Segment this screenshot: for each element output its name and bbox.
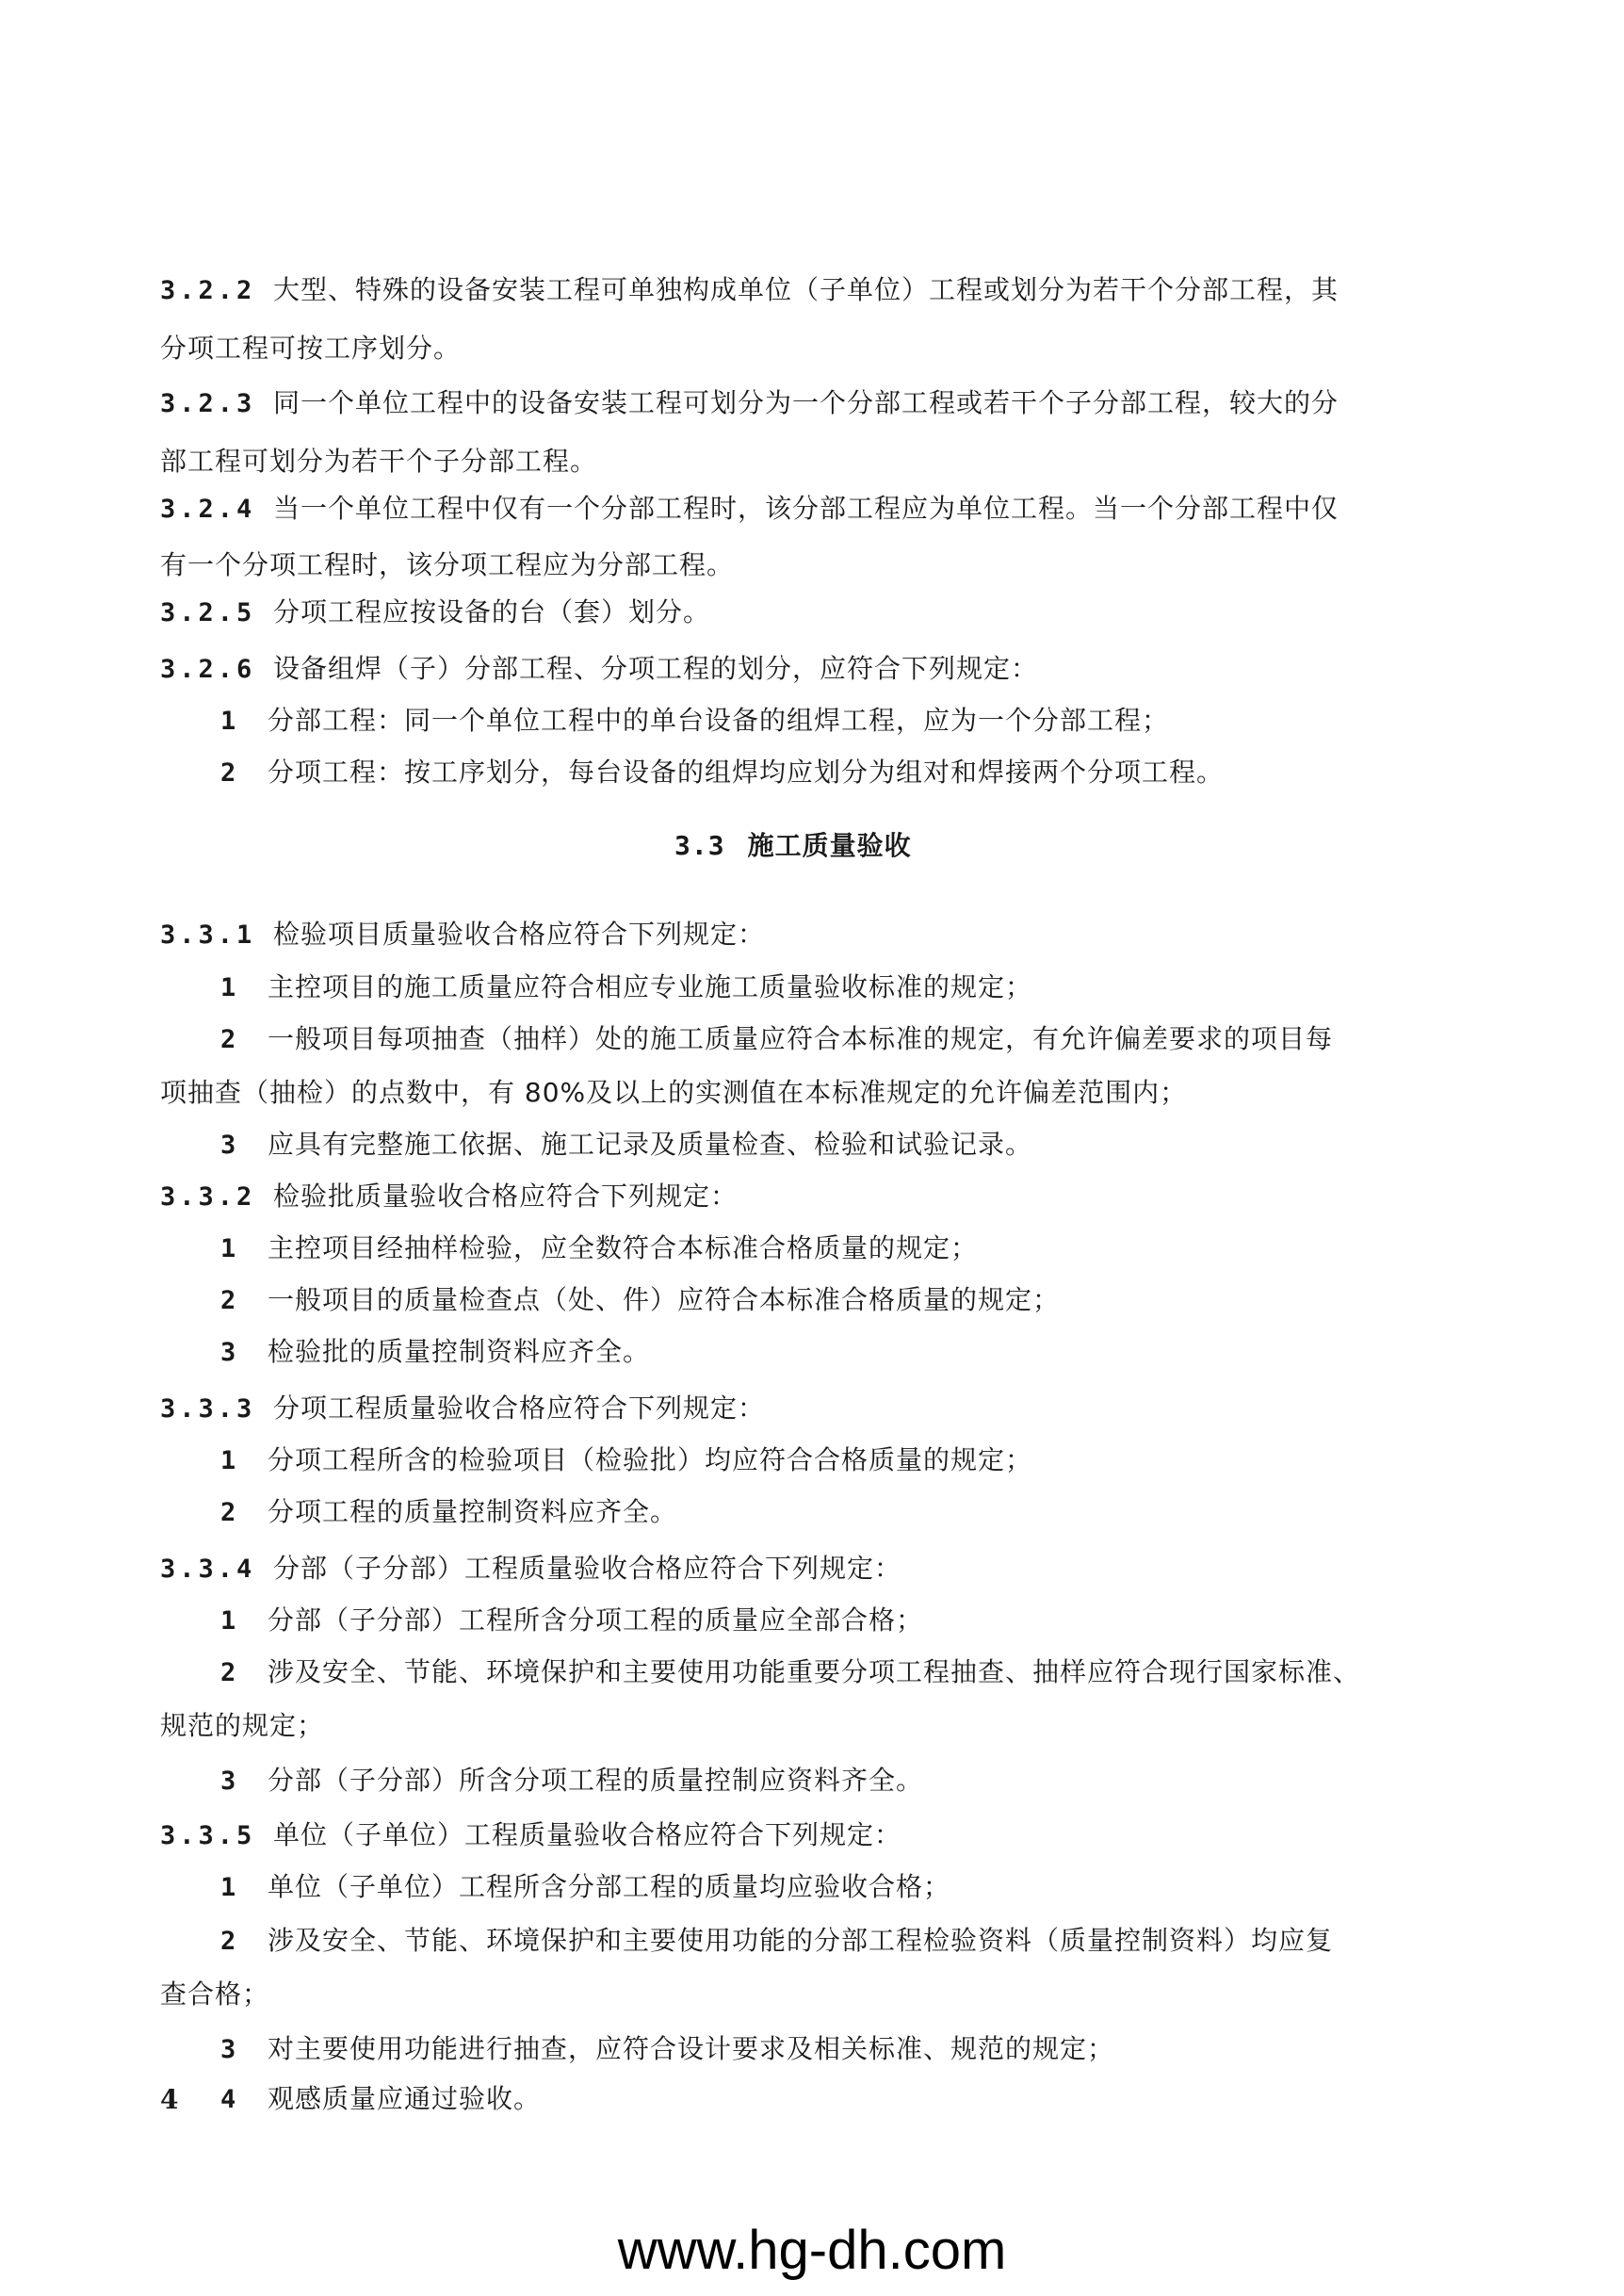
clause-text: 当一个单位工程中仅有一个分部工程时，该分部工程应为单位工程。当一个分部工程中仅 (273, 493, 1340, 524)
clause-line (160, 594, 710, 632)
list-item-text: 对主要使用功能进行抽查，应符合设计要求及相关标准、规范的规定； (268, 2033, 1115, 2064)
list-item-number: 2 (220, 1927, 237, 1956)
clause-text: 分部（子分部）工程质量验收合格应符合下列规定： (273, 1553, 902, 1584)
list-item (220, 2030, 1114, 2069)
list-item-text: 分项工程：按工序划分，每台设备的组焊均应划分为组对和焊接两个分项工程。 (268, 757, 1225, 788)
list-item-number: 2 (220, 1025, 237, 1054)
list-item (220, 1333, 650, 1372)
clause-line (160, 650, 1038, 689)
clause-line (160, 490, 1339, 529)
list-item-number: 1 (220, 707, 237, 736)
continuation-line: 查合格； (160, 1978, 270, 2010)
clause-line (160, 1390, 765, 1428)
continuation-line: 部工程可划分为若干个子分部工程。 (160, 446, 598, 477)
clause-line (160, 916, 765, 954)
list-item-text: 涉及安全、节能、环境保护和主要使用功能重要分项工程抽查、抽样应符合现行国家标准、 (268, 1656, 1361, 1687)
section-heading (674, 827, 912, 865)
page-number: 4 (160, 2084, 179, 2115)
clause-number: 3.2.5 (160, 598, 256, 627)
list-item-text: 主控项目的施工质量应符合相应专业施工质量验收标准的规定； (268, 971, 1033, 1002)
clause-text: 检验项目质量验收合格应符合下列规定： (273, 919, 766, 950)
clause-text: 同一个单位工程中的设备安装工程可划分为一个分部工程或若干个子分部工程，较大的分 (273, 387, 1340, 418)
list-item-text: 分项工程所含的检验项目（检验批）均应符合合格质量的规定； (268, 1444, 1033, 1475)
continuation-line: 项抽查（抽检）的点数中，有 80%及以上的实测值在本标准规定的允许偏差范围内； (160, 1077, 1188, 1108)
list-item-text: 观感质量应通过验收。 (268, 2083, 542, 2114)
list-item-text: 一般项目的质量检查点（处、件）应符合本标准合格质量的规定； (268, 1284, 1061, 1315)
clause-text: 单位（子单位）工程质量验收合格应符合下列规定： (273, 1819, 902, 1850)
continuation-line: 有一个分项工程时，该分项工程应为分部工程。 (160, 549, 735, 580)
list-item (220, 1653, 1360, 1692)
list-item-number: 1 (220, 1873, 237, 1902)
clause-line (160, 1816, 901, 1855)
list-item (220, 1126, 1032, 1164)
list-item-text: 分部工程：同一个单位工程中的单台设备的组焊工程，应为一个分部工程； (268, 705, 1170, 736)
list-item-text: 应具有完整施工依据、施工记录及质量检查、检验和试验记录。 (268, 1129, 1033, 1160)
list-item-number: 3 (220, 1338, 237, 1367)
clause-line (160, 271, 1339, 310)
list-item (220, 1229, 978, 1268)
list-item-number: 1 (220, 1234, 237, 1263)
list-item-number: 2 (220, 758, 237, 788)
section-heading-number: 3.3 (674, 830, 725, 861)
list-item-text: 一般项目每项抽查（抽样）处的施工质量应符合本标准的规定，有允许偏差要求的项目每 (268, 1023, 1334, 1054)
continuation-line: 分项工程可按工序划分。 (160, 333, 462, 364)
list-item (220, 1602, 923, 1640)
continuation-line: 规范的规定； (160, 1710, 325, 1741)
clause-text: 检验批质量验收合格应符合下列规定： (273, 1181, 739, 1212)
list-item-number: 2 (220, 1286, 237, 1315)
list-item-number: 3 (220, 1131, 237, 1160)
list-item-text: 分部（子分部）所含分项工程的质量控制应资料齐全。 (268, 1765, 924, 1796)
list-item-text: 涉及安全、节能、环境保护和主要使用功能的分部工程检验资料（质量控制资料）均应复 (268, 1925, 1334, 1956)
clause-number: 3.3.3 (160, 1394, 256, 1424)
clause-number: 3.3.1 (160, 920, 256, 950)
clause-line (160, 1550, 901, 1588)
list-item (220, 1281, 1060, 1320)
clause-text: 分项工程应按设备的台（套）划分。 (273, 596, 711, 627)
list-item-text: 分项工程的质量控制资料应齐全。 (268, 1496, 678, 1527)
list-item-number: 3 (220, 1767, 237, 1796)
clause-number: 3.2.2 (160, 276, 256, 305)
clause-number: 3.3.2 (160, 1182, 256, 1212)
list-item-number: 1 (220, 1446, 237, 1475)
clause-text: 分项工程质量验收合格应符合下列规定： (273, 1392, 766, 1424)
clause-text: 大型、特殊的设备安装工程可单独构成单位（子单位）工程或划分为若干个分部工程，其 (273, 274, 1340, 305)
list-item-number: 1 (220, 973, 237, 1002)
clause-number: 3.3.5 (160, 1821, 256, 1850)
list-item-number: 2 (220, 1658, 237, 1687)
list-item (220, 1868, 950, 1907)
list-item (220, 754, 1224, 792)
list-item-text: 分部（子分部）工程所含分项工程的质量应全部合格； (268, 1604, 924, 1636)
list-item-text: 单位（子单位）工程所含分部工程的质量均应验收合格； (268, 1871, 951, 1902)
list-item (220, 1922, 1333, 1961)
clause-number: 3.2.4 (160, 495, 256, 524)
clause-number: 3.2.6 (160, 655, 256, 684)
list-item-text: 检验批的质量控制资料应齐全。 (268, 1336, 651, 1367)
list-item (220, 1493, 677, 1532)
watermark-url: www.hg-dh.com (617, 2220, 1007, 2281)
list-item (220, 2080, 541, 2119)
list-item-number: 3 (220, 2035, 237, 2064)
list-item (220, 1762, 923, 1800)
list-item (220, 969, 1032, 1007)
list-item (220, 1020, 1333, 1059)
list-item (220, 1441, 1032, 1480)
list-item-number: 2 (220, 1498, 237, 1527)
clause-line (160, 1178, 738, 1216)
clause-text: 设备组焊（子）分部工程、分项工程的划分，应符合下列规定： (273, 653, 1039, 684)
list-item (220, 702, 1169, 741)
list-item-number: 4 (220, 2085, 237, 2114)
clause-number: 3.3.4 (160, 1555, 256, 1584)
clause-number: 3.2.3 (160, 389, 256, 418)
list-item-number: 1 (220, 1606, 237, 1636)
list-item-text: 主控项目经抽样检验，应全数符合本标准合格质量的规定； (268, 1232, 979, 1263)
section-heading-title: 施工质量验收 (747, 830, 912, 861)
clause-line (160, 384, 1339, 423)
